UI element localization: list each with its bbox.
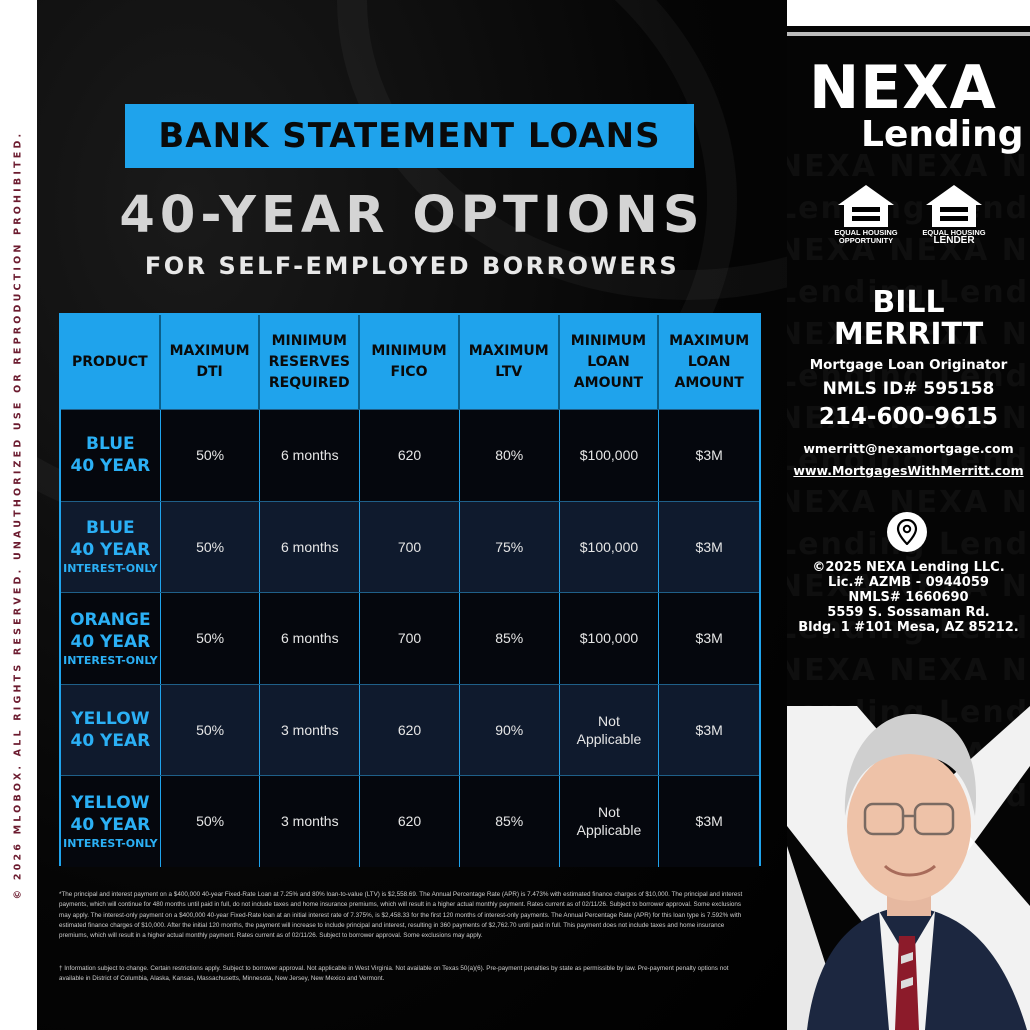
product-name: 40 YEAR <box>70 730 151 751</box>
eh1-line2: OPPORTUNITY <box>838 236 894 245</box>
contact-last-name: MERRITT <box>833 317 984 352</box>
eh2-line2: LENDER <box>933 235 975 246</box>
lending-logo: Lending <box>861 114 1024 155</box>
product-name: BLUE <box>86 434 135 455</box>
reserves-cell: 6 months <box>260 410 360 501</box>
page-tagline: FOR SELF-EMPLOYED BORROWERS <box>144 252 680 280</box>
copyright-text: © 2026 MLOBOX. ALL RIGHTS RESERVED. UNAUTHORIZED USE OR REPRODUCTION PROHIBITED. <box>12 130 24 900</box>
equal-housing-icon <box>836 183 896 229</box>
product-name: BLUE <box>86 518 135 539</box>
product-name: YELLOW <box>71 792 150 813</box>
company-line1: ©2025 NEXA Lending LLC. <box>812 560 1005 575</box>
product-name: ORANGE <box>70 609 151 630</box>
max-loan-cell: $3M <box>695 630 723 647</box>
dti-cell: 50% <box>161 776 261 867</box>
reserves-cell: 3 months <box>260 685 360 776</box>
max-loan-cell: $3M <box>695 447 723 464</box>
loan-officer-portrait <box>787 706 1030 1030</box>
min-loan-cell: Not Applicable <box>560 776 660 867</box>
top-bar <box>787 0 1030 26</box>
column-header: MAXIMUM LTV <box>460 315 560 409</box>
product-cell <box>61 776 161 867</box>
title-banner <box>125 104 694 168</box>
location-pin-icon <box>887 512 927 552</box>
max-loan-cell: $3M <box>695 813 723 830</box>
equal-housing-opportunity-badge <box>827 183 905 245</box>
product-subtitle: INTEREST-ONLY <box>63 562 158 576</box>
product-subtitle: INTEREST-ONLY <box>63 836 158 850</box>
product-subtitle: INTEREST-ONLY <box>63 653 158 667</box>
watermark-text <box>787 234 1030 268</box>
reserves-cell: 6 months <box>260 502 360 593</box>
min-loan-cell: $100,000 <box>560 502 660 593</box>
min-loan-cell: Not Applicable <box>560 685 660 776</box>
table-row <box>61 775 759 867</box>
product-name: YELLOW <box>71 708 150 729</box>
equal-housing-icon <box>924 183 984 229</box>
max-loan-cell: $3M <box>695 721 723 738</box>
contact-panel <box>787 0 1030 1030</box>
product-cell <box>61 685 161 776</box>
table-row <box>61 592 759 684</box>
top-bar-line <box>787 32 1030 36</box>
contact-email[interactable]: wmerritt@nexamortgage.com <box>803 441 1014 456</box>
fico-cell: 620 <box>360 410 460 501</box>
eh1-line1: EQUAL HOUSING <box>834 228 898 237</box>
page-subtitle: 40-YEAR OPTIONS <box>119 186 705 245</box>
product-name: 40 YEAR <box>70 456 151 477</box>
min-loan-cell: $100,000 <box>560 410 660 501</box>
reserves-cell: 3 months <box>260 776 360 867</box>
copyright-strip <box>0 0 37 1030</box>
disclaimer-text-2: † Information subject to change. Certain restrictions apply. Subject to borrower approval. Not applicable in West Virginia. Not available on Texas 50(a)(6). Pre-payment penalties by state as permissible by law. Pre-payment penalty options not available in District of Columbia, Alaska, Kansas, Massachusetts, Minnesota, New Jersey, New Mexico and Vermont. <box>59 965 729 983</box>
product-name: 40 YEAR <box>70 631 151 652</box>
page-title: BANK STATEMENT LOANS <box>158 116 661 156</box>
dti-cell: 50% <box>161 685 261 776</box>
column-header: MAXIMUM LOAN AMOUNT <box>669 332 750 391</box>
watermark-text <box>787 192 1030 226</box>
dti-cell: 50% <box>161 410 261 501</box>
table-row <box>61 684 759 776</box>
ltv-cell: 85% <box>460 593 560 684</box>
contact-nmls: NMLS ID# 595158 <box>822 379 995 399</box>
company-line4: 5559 S. Sossaman Rd. <box>827 605 990 620</box>
contact-role: Mortgage Loan Originator <box>809 357 1008 373</box>
rate-sheet-panel <box>37 0 787 1030</box>
column-header: PRODUCT <box>61 315 161 409</box>
nexa-logo: NEXA <box>809 53 997 123</box>
max-loan-cell: $3M <box>695 538 723 555</box>
ltv-cell: 80% <box>460 410 560 501</box>
company-line3: NMLS# 1660690 <box>848 590 969 605</box>
product-cell <box>61 410 161 501</box>
dti-cell: 50% <box>161 502 261 593</box>
product-name: 40 YEAR <box>70 814 151 835</box>
disclaimer-text: *The principal and interest payment on a $400,000 40-year Fixed-Rate Loan at 7.25% and 80% loan-to-value (LTV) is $2,558.69. The Annual Percentage Rate (APR) is 7.473% with estimated finance charges of $10,000. The principal and interest payments, which will continue for 480 months until paid in full, do not include taxes and home insurance premiums, which will result in a higher actual monthly payment. Rates current as of 02/11/26. Subject to borrower approval. Some exclusions may apply. The interest-only payment on a $400,000 40-year Fixed-Rate loan at an initial interest rate of 7.375%, is $2,458.33 for the first 120 months of interest-only payments. The Annual Percentage Rate (APR) for this loan type is 7.592% with estimated finance charges of $10,000. After the initial 120 months, the payment will increase to include principal and interest, resulting in 360 payments of $2,762.70 until paid in full. This payment does not include taxes and home insurance premiums, which will result in a higher actual monthly payment. Rates current as of 02/11/26. Subject to borrower approval. Some exclusions may apply. <box>59 891 743 940</box>
watermark-text <box>787 654 1030 688</box>
column-header: MINIMUM FICO <box>360 315 460 409</box>
table-row <box>61 409 759 501</box>
company-line2: Lic.# AZMB - 0944059 <box>828 575 989 590</box>
table-row <box>61 501 759 593</box>
ltv-cell: 75% <box>460 502 560 593</box>
product-cell <box>61 502 161 593</box>
eh2-line1: EQUAL HOUSING <box>922 228 986 237</box>
equal-housing-lender-badge <box>915 183 993 245</box>
column-header: MINIMUM LOAN AMOUNT <box>560 315 660 409</box>
contact-first-name: BILL <box>872 285 945 320</box>
ltv-cell: 90% <box>460 685 560 776</box>
contact-website[interactable]: www.MortgagesWithMerritt.com <box>793 463 1024 478</box>
min-loan-cell: $100,000 <box>560 593 660 684</box>
fico-cell: 700 <box>360 502 460 593</box>
reserves-cell: 6 months <box>260 593 360 684</box>
fico-cell: 700 <box>360 593 460 684</box>
dti-cell: 50% <box>161 593 261 684</box>
column-header: MAXIMUM DTI <box>161 315 261 409</box>
column-header: MINIMUM RESERVES REQUIRED <box>260 315 360 409</box>
fico-cell: 620 <box>360 685 460 776</box>
fico-cell: 620 <box>360 776 460 867</box>
product-name: 40 YEAR <box>70 540 151 561</box>
ltv-cell: 85% <box>460 776 560 867</box>
company-line5: Bldg. 1 #101 Mesa, AZ 85212. <box>798 620 1019 635</box>
product-cell <box>61 593 161 684</box>
table-header <box>61 315 759 409</box>
contact-phone[interactable]: 214-600-9615 <box>818 404 999 430</box>
loan-options-table <box>59 313 761 866</box>
